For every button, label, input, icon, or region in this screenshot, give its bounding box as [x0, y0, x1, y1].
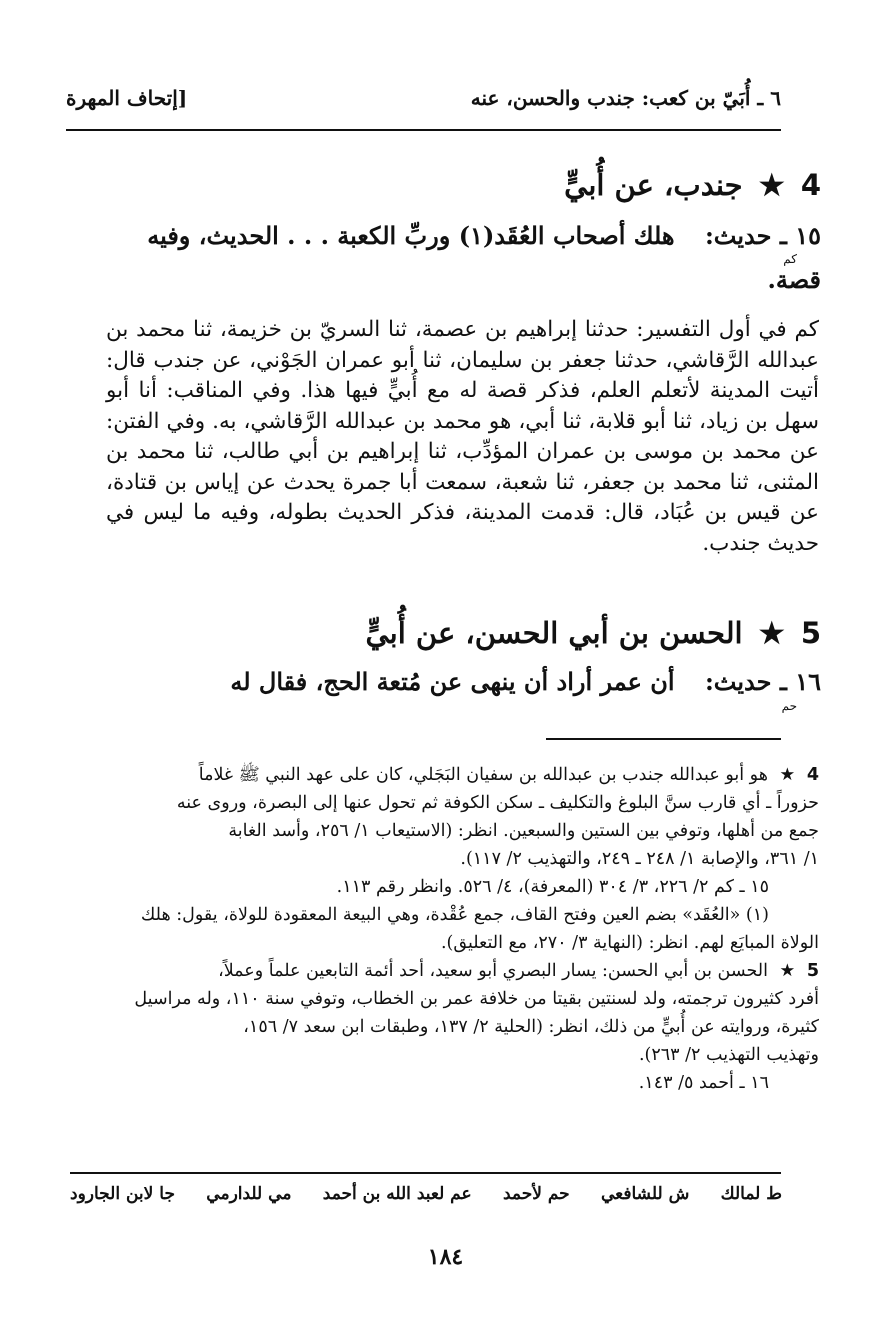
legend-rule	[70, 1172, 781, 1174]
footnote-number: 4	[806, 765, 819, 785]
footnote-line: وتهذيب التهذيب ٢/ ٢٦٣).	[638, 1045, 819, 1065]
entry-heading	[366, 616, 822, 650]
hadith-label: ١٦ ـ حديث:	[704, 667, 821, 696]
entry-heading	[564, 168, 821, 202]
star-icon: ★	[779, 765, 796, 785]
hadith-text: أن عمر أراد أن ينهى عن مُتعة الحج، فقال له	[230, 667, 675, 696]
footnote-text: الحسن بن أبي الحسن: يسار البصري أبو سعيد، أحد أئمة التابعين علماً وعملاً،	[218, 961, 768, 981]
footnote-separator	[546, 738, 781, 740]
footnote-line: ١/ ٣٦١، والإصابة ١/ ٢٤٨ ـ ٢٤٩، والتهذيب ٢/ ١١٧).	[460, 849, 819, 869]
entry-number: 5	[800, 616, 821, 650]
footnote-line: ١٥ ـ كم ٢/ ٢٢٦، ٣/ ٣٠٤ (المعرفة)، ٤/ ٥٢٦. وانظر رقم ١١٣.	[336, 877, 769, 897]
header-chapter-title: ٦ ـ أُبَيّ بن كعب: جندب والحسن، عنه	[470, 86, 781, 110]
entry-number: 4	[800, 168, 821, 202]
legend-item: جا لابن الجارود	[70, 1184, 175, 1204]
hadith-16	[106, 667, 821, 696]
footnote-line: جمع من أهلها، وتوفي بين الستين والسبعين. انظر: (الاستيعاب ١/ ٢٥٦، وأسد الغابة	[228, 821, 819, 841]
legend-item: ش للشافعي	[601, 1184, 690, 1204]
star-icon: ★	[758, 168, 785, 202]
source-code: حم	[781, 699, 797, 713]
header-book-title: [إتحاف المهرة	[66, 86, 188, 110]
hadith-text: هلك أصحاب العُقَد(١) وربِّ الكعبة . . . الحديث، وفيه	[147, 221, 675, 250]
header-rule	[66, 129, 781, 131]
footnote-line: أفرد كثيرون ترجمته، ولد لسنتين بقيتا من خلافة عمر بن الخطاب، وتوفي سنة ١١٠، وله مراسيل	[134, 989, 819, 1009]
running-header	[66, 78, 781, 118]
footnote-line: ١٦ ـ أحمد ٥/ ١٤٣.	[638, 1073, 769, 1093]
hadith-text-continued: قصة.	[767, 265, 821, 294]
legend-item: ط لمالك	[720, 1184, 782, 1204]
footnote-line: الولاة المبايَع لهم. انظر: (النهاية ٣/ ٢٧٠، مع التعليق).	[440, 933, 819, 953]
footnote-line: (١) «العُقَد» بضم العين وفتح القاف، جمع عُقْدة، وهي البيعة المعقودة للولاة، يقول: هلك	[140, 905, 769, 925]
footnote-line	[106, 761, 819, 789]
footnote-line	[106, 957, 819, 985]
source-code: كم	[783, 252, 797, 266]
footnote-line: كثيرة، وروايته عن أُبيٍّ من ذلك، انظر: (الحلية ٢/ ١٣٧، وطبقات ابن سعد ٧/ ١٥٦،	[243, 1017, 819, 1037]
abbreviation-legend	[70, 1184, 782, 1204]
hadith-label: ١٥ ـ حديث:	[704, 221, 821, 250]
footnote-line: حزوراً ـ أي قارب سنَّ البلوغ والتكليف ـ سكن الكوفة ثم تحول عنها إلى البصرة، وروى عنه	[176, 793, 819, 813]
isnad-paragraph: كم في أول التفسير: حدثنا إبراهيم بن عصمة، ثنا السريّ بن خزيمة، ثنا محمد بن عبدالله الرَّقاشي، حدثنا جعفر بن سليمان، ثنا أبو عمران الجَوْني، عن جندب قال: أتيت المدينة لأتعلم العلم، فذكر قصة له مع أُبيٍّ فيها هذا. وفي المناقب: أنا أبو سهل بن زياد، ثنا أبو قلابة، ثنا أبي، هو محمد بن عبدالله الرَّقاشي، به. وفي الفتن: عن محمد بن موسى بن عمران المؤدِّب، ثنا إبراهيم بن أبي طالب، ثنا محمد بن المثنى، ثنا محمد بن جعفر، ثنا شعبة، سمعت أبا جمرة يحدث عن إياس بن قتادة، عن قيس بن عُبَاد، قال: قدمت المدينة، فذكر الحديث بطوله، وفيه ما ليس في حديث جندب.	[106, 317, 819, 556]
footnotes	[106, 761, 819, 1097]
star-icon: ★	[758, 616, 785, 650]
hadith-15	[106, 221, 821, 250]
footnote-1-continued	[106, 929, 819, 957]
footnote-entry-4	[106, 761, 819, 873]
footnote-hadith-15	[106, 873, 819, 901]
legend-item: حم لأحمد	[502, 1184, 570, 1204]
entry-title: جندب، عن أُبيٍّ	[564, 168, 743, 202]
page-number: ١٨٤	[427, 1244, 464, 1270]
footnote-text: هو أبو عبدالله جندب بن عبدالله بن سفيان البَجَلي، كان على عهد النبي ﷺ غلاماً	[198, 765, 768, 785]
legend-item: عم لعبد الله بن أحمد	[322, 1184, 472, 1204]
entry-title: الحسن بن أبي الحسن، عن أُبيٍّ	[365, 616, 743, 650]
footnote-number: 5	[806, 961, 819, 981]
legend-item: مي للدارمي	[206, 1184, 292, 1204]
footnote-1	[106, 901, 819, 929]
footnote-entry-5	[106, 957, 819, 1069]
footnote-hadith-16	[106, 1069, 819, 1097]
star-icon: ★	[779, 961, 796, 981]
